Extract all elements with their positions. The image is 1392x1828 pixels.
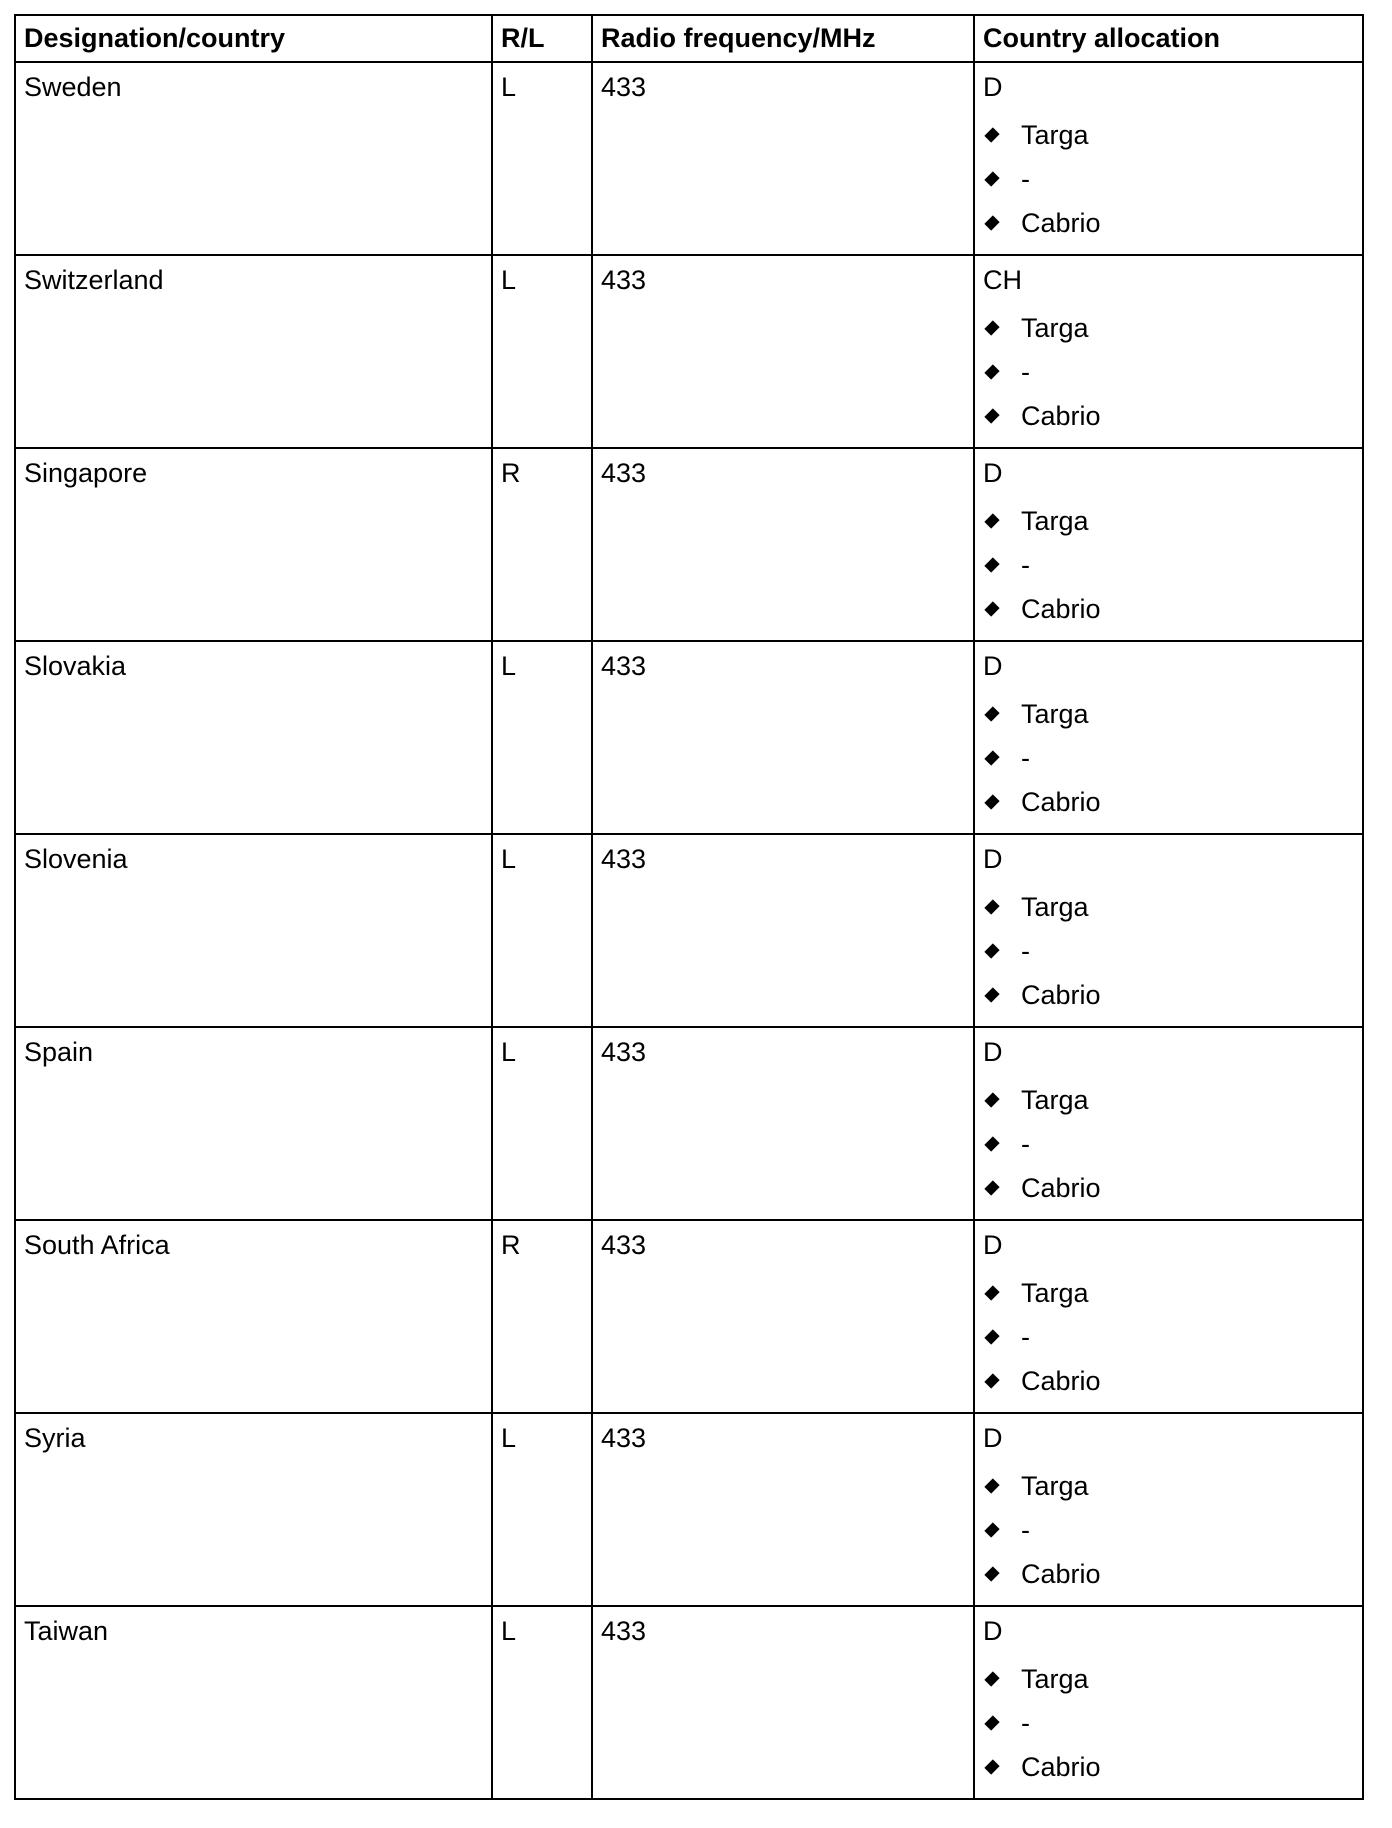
country-cell bbox=[15, 1027, 492, 1220]
frequency-value: 433 bbox=[601, 265, 647, 295]
country-name: Slovenia bbox=[24, 844, 128, 874]
table-row bbox=[15, 1413, 1363, 1606]
country-allocation-table bbox=[14, 14, 1364, 1800]
frequency-value: 433 bbox=[601, 651, 647, 681]
diamond-bullet-icon bbox=[984, 320, 999, 335]
diamond-bullet-icon bbox=[984, 1478, 999, 1493]
list-item bbox=[983, 401, 1362, 445]
allocation-cell bbox=[974, 448, 1363, 641]
table-row bbox=[15, 62, 1363, 255]
variant-label: Targa bbox=[1021, 506, 1089, 536]
allocation-cell bbox=[974, 1027, 1363, 1220]
list-item bbox=[983, 1752, 1362, 1796]
variant-label: Targa bbox=[1021, 1085, 1089, 1115]
list-item bbox=[983, 208, 1362, 252]
rl-cell bbox=[492, 834, 592, 1027]
allocation-code: D bbox=[983, 1230, 1003, 1260]
diamond-bullet-icon bbox=[984, 899, 999, 914]
variant-label: - bbox=[1021, 357, 1030, 387]
rl-value: L bbox=[501, 72, 517, 102]
allocation-cell bbox=[974, 1606, 1363, 1799]
diamond-bullet-icon bbox=[984, 1671, 999, 1686]
diamond-bullet-icon bbox=[984, 1715, 999, 1730]
variant-list bbox=[983, 699, 1362, 831]
list-item bbox=[983, 1664, 1362, 1708]
variant-list bbox=[983, 1471, 1362, 1603]
allocation-code: D bbox=[983, 1423, 1003, 1453]
list-item bbox=[983, 357, 1362, 401]
frequency-cell bbox=[592, 1413, 974, 1606]
frequency-cell bbox=[592, 255, 974, 448]
allocation-code: D bbox=[983, 844, 1003, 874]
allocation-cell bbox=[974, 255, 1363, 448]
country-name: Taiwan bbox=[24, 1616, 109, 1646]
diamond-bullet-icon bbox=[984, 1373, 999, 1388]
rl-value: L bbox=[501, 1616, 517, 1646]
diamond-bullet-icon bbox=[984, 513, 999, 528]
rl-cell bbox=[492, 641, 592, 834]
list-item bbox=[983, 1515, 1362, 1559]
diamond-bullet-icon bbox=[984, 1136, 999, 1151]
rl-cell bbox=[492, 255, 592, 448]
variant-list bbox=[983, 1664, 1362, 1796]
rl-value: R bbox=[501, 1230, 521, 1260]
allocation-code: D bbox=[983, 651, 1003, 681]
diamond-bullet-icon bbox=[984, 706, 999, 721]
diamond-bullet-icon bbox=[984, 171, 999, 186]
rl-value: L bbox=[501, 1423, 517, 1453]
table-row bbox=[15, 448, 1363, 641]
variant-label: Targa bbox=[1021, 1471, 1089, 1501]
variant-label: Cabrio bbox=[1021, 1366, 1101, 1396]
rl-cell bbox=[492, 1606, 592, 1799]
country-cell bbox=[15, 1220, 492, 1413]
diamond-bullet-icon bbox=[984, 1180, 999, 1195]
diamond-bullet-icon bbox=[984, 1285, 999, 1300]
rl-cell bbox=[492, 448, 592, 641]
table-row bbox=[15, 255, 1363, 448]
country-cell bbox=[15, 834, 492, 1027]
variant-label: - bbox=[1021, 1708, 1030, 1738]
variant-label: Targa bbox=[1021, 1278, 1089, 1308]
frequency-cell bbox=[592, 62, 974, 255]
list-item bbox=[983, 936, 1362, 980]
country-name: Singapore bbox=[24, 458, 148, 488]
diamond-bullet-icon bbox=[984, 1759, 999, 1774]
diamond-bullet-icon bbox=[984, 1522, 999, 1537]
country-cell bbox=[15, 1606, 492, 1799]
diamond-bullet-icon bbox=[984, 987, 999, 1002]
allocation-code: D bbox=[983, 1037, 1003, 1067]
country-cell bbox=[15, 1413, 492, 1606]
diamond-bullet-icon bbox=[984, 1092, 999, 1107]
list-item bbox=[983, 699, 1362, 743]
diamond-bullet-icon bbox=[984, 408, 999, 423]
variant-label: - bbox=[1021, 550, 1030, 580]
frequency-cell bbox=[592, 1606, 974, 1799]
variant-label: - bbox=[1021, 1322, 1030, 1352]
variant-label: Cabrio bbox=[1021, 401, 1101, 431]
list-item bbox=[983, 1559, 1362, 1603]
country-name: Syria bbox=[24, 1423, 86, 1453]
variant-label: Targa bbox=[1021, 892, 1089, 922]
variant-label: Targa bbox=[1021, 313, 1089, 343]
list-item bbox=[983, 1366, 1362, 1410]
list-item bbox=[983, 1085, 1362, 1129]
country-cell bbox=[15, 62, 492, 255]
rl-cell bbox=[492, 1027, 592, 1220]
header-designation-country: Designation/country bbox=[15, 15, 492, 62]
frequency-value: 433 bbox=[601, 72, 647, 102]
diamond-bullet-icon bbox=[984, 601, 999, 616]
header-radio-frequency: Radio frequency/MHz bbox=[592, 15, 974, 62]
variant-list bbox=[983, 892, 1362, 1024]
frequency-value: 433 bbox=[601, 1037, 647, 1067]
header-row bbox=[15, 15, 1363, 62]
diamond-bullet-icon bbox=[984, 1329, 999, 1344]
list-item bbox=[983, 1708, 1362, 1752]
table-row bbox=[15, 1220, 1363, 1413]
frequency-cell bbox=[592, 641, 974, 834]
list-item bbox=[983, 164, 1362, 208]
variant-label: Cabrio bbox=[1021, 1559, 1101, 1589]
diamond-bullet-icon bbox=[984, 750, 999, 765]
variant-label: - bbox=[1021, 1129, 1030, 1159]
variant-list bbox=[983, 506, 1362, 638]
diamond-bullet-icon bbox=[984, 557, 999, 572]
country-cell bbox=[15, 255, 492, 448]
allocation-code: D bbox=[983, 458, 1003, 488]
rl-value: R bbox=[501, 458, 521, 488]
variant-label: Targa bbox=[1021, 1664, 1089, 1694]
country-name: Switzerland bbox=[24, 265, 164, 295]
list-item bbox=[983, 787, 1362, 831]
allocation-code: CH bbox=[983, 265, 1022, 295]
list-item bbox=[983, 743, 1362, 787]
variant-label: Targa bbox=[1021, 120, 1089, 150]
rl-value: L bbox=[501, 844, 517, 874]
country-name: Sweden bbox=[24, 72, 122, 102]
variant-label: Cabrio bbox=[1021, 787, 1101, 817]
country-cell bbox=[15, 641, 492, 834]
diamond-bullet-icon bbox=[984, 127, 999, 142]
frequency-cell bbox=[592, 834, 974, 1027]
variant-label: Targa bbox=[1021, 699, 1089, 729]
country-cell bbox=[15, 448, 492, 641]
table-row bbox=[15, 834, 1363, 1027]
allocation-cell bbox=[974, 1413, 1363, 1606]
list-item bbox=[983, 892, 1362, 936]
list-item bbox=[983, 506, 1362, 550]
frequency-cell bbox=[592, 1220, 974, 1413]
list-item bbox=[983, 1471, 1362, 1515]
header-country-allocation: Country allocation bbox=[974, 15, 1363, 62]
variant-label: - bbox=[1021, 936, 1030, 966]
variant-label: Cabrio bbox=[1021, 594, 1101, 624]
variant-label: Cabrio bbox=[1021, 208, 1101, 238]
frequency-cell bbox=[592, 448, 974, 641]
variant-label: - bbox=[1021, 743, 1030, 773]
country-name: Spain bbox=[24, 1037, 94, 1067]
table-row bbox=[15, 1606, 1363, 1799]
diamond-bullet-icon bbox=[984, 1566, 999, 1581]
frequency-value: 433 bbox=[601, 844, 647, 874]
list-item bbox=[983, 550, 1362, 594]
frequency-value: 433 bbox=[601, 1423, 647, 1453]
frequency-value: 433 bbox=[601, 1230, 647, 1260]
country-name: Slovakia bbox=[24, 651, 127, 681]
variant-label: - bbox=[1021, 164, 1030, 194]
list-item bbox=[983, 1322, 1362, 1366]
diamond-bullet-icon bbox=[984, 943, 999, 958]
rl-value: L bbox=[501, 265, 517, 295]
diamond-bullet-icon bbox=[984, 794, 999, 809]
rl-cell bbox=[492, 1220, 592, 1413]
variant-label: Cabrio bbox=[1021, 980, 1101, 1010]
country-name: South Africa bbox=[24, 1230, 170, 1260]
list-item bbox=[983, 313, 1362, 357]
allocation-code: D bbox=[983, 72, 1003, 102]
rl-cell bbox=[492, 62, 592, 255]
list-item bbox=[983, 594, 1362, 638]
variant-label: Cabrio bbox=[1021, 1173, 1101, 1203]
frequency-value: 433 bbox=[601, 458, 647, 488]
variant-list bbox=[983, 313, 1362, 445]
diamond-bullet-icon bbox=[984, 215, 999, 230]
table-row bbox=[15, 641, 1363, 834]
list-item bbox=[983, 1173, 1362, 1217]
list-item bbox=[983, 1129, 1362, 1173]
frequency-value: 433 bbox=[601, 1616, 647, 1646]
variant-label: - bbox=[1021, 1515, 1030, 1545]
diamond-bullet-icon bbox=[984, 364, 999, 379]
allocation-cell bbox=[974, 62, 1363, 255]
variant-list bbox=[983, 1278, 1362, 1410]
variant-list bbox=[983, 1085, 1362, 1217]
allocation-cell bbox=[974, 1220, 1363, 1413]
allocation-cell bbox=[974, 641, 1363, 834]
list-item bbox=[983, 120, 1362, 164]
variant-list bbox=[983, 120, 1362, 252]
list-item bbox=[983, 1278, 1362, 1322]
allocation-cell bbox=[974, 834, 1363, 1027]
header-rl: R/L bbox=[492, 15, 592, 62]
list-item bbox=[983, 980, 1362, 1024]
rl-cell bbox=[492, 1413, 592, 1606]
rl-value: L bbox=[501, 1037, 517, 1067]
allocation-code: D bbox=[983, 1616, 1003, 1646]
variant-label: Cabrio bbox=[1021, 1752, 1101, 1782]
frequency-cell bbox=[592, 1027, 974, 1220]
rl-value: L bbox=[501, 651, 517, 681]
table-row bbox=[15, 1027, 1363, 1220]
